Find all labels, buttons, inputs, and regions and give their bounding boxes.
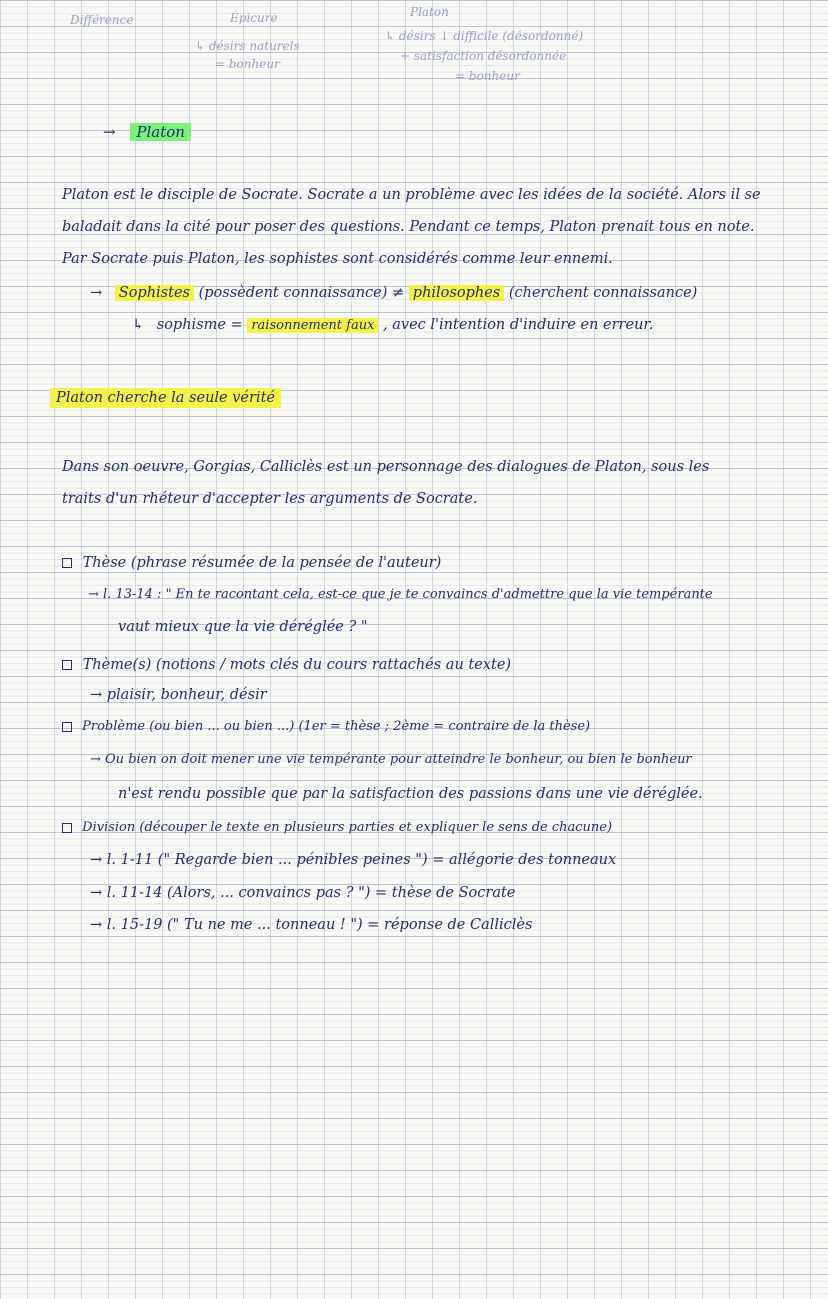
philosophes-desc: (cherchent connaissance)	[508, 285, 698, 301]
sub-arrow-icon: ↳	[132, 317, 145, 333]
probleme-line-2: n'est rendu possible que par la satisfaction des passions dans une vie déréglée.	[118, 786, 703, 802]
checkbox-icon	[62, 660, 72, 670]
section1-line-3: Par Socrate puis Platon, les sophistes sont considérés comme leur ennemi.	[62, 251, 613, 267]
these-quote-1: → l. 13-14 : " En te racontant cela, est-ce que je te convaincs d'admettre que la vie tempérante	[88, 587, 713, 602]
col-platon-line1: ↳ désirs ↓ difficile (désordonné)	[385, 29, 584, 43]
col-difference: Différence	[70, 13, 134, 27]
these-quote-2: vaut mieux que la vie déréglée ? "	[118, 619, 368, 635]
division-label: Division (découper le texte en plusieurs parties et expliquer le sens de chacune)	[82, 820, 613, 835]
division-item-2: → l. 11-14 (Alors, ... convaincs pas ? ") = thèse de Socrate	[90, 885, 516, 901]
themes-values: → plaisir, bonheur, désir	[90, 687, 267, 703]
col-platon-title: Platon	[410, 5, 449, 19]
sophisme-term: sophisme =	[156, 317, 243, 333]
section1-line-2: baladait dans la cité pour poser des questions. Pendant ce temps, Platon prenait tous en note.	[62, 219, 755, 235]
probleme-label-row	[62, 720, 590, 733]
checkbox-icon	[62, 558, 72, 568]
division-item-1: → l. 1-11 (" Regarde bien ... pénibles peines ") = allégorie des tonneaux	[90, 852, 617, 868]
sophisme-highlight: raisonnement faux	[247, 318, 378, 333]
col-epicure-title: Épicure	[230, 11, 278, 25]
sophisme-row	[132, 318, 653, 333]
division-item-3: → l. 15-19 (" Tu ne me ... tonneau ! ") = réponse de Calliclès	[90, 917, 533, 933]
col-epicure-line1: ↳ désirs naturels	[195, 39, 300, 53]
section2-line-1: Dans son oeuvre, Gorgias, Calliclès est un personnage des dialogues de Platon, sous les	[62, 459, 710, 475]
platon-heading-row	[103, 125, 191, 140]
these-label-row	[62, 556, 441, 571]
probleme-line-1: → Ou bien on doit mener une vie tempérante pour atteindre le bonheur, ou bien le bonheur	[90, 752, 692, 767]
philosophes-highlight: philosophes	[409, 285, 504, 301]
probleme-label: Problème (ou bien ... ou bien ...) (1er = thèse ; 2ème = contraire de la thèse)	[82, 719, 591, 734]
section2-heading: Platon cherche la seule vérité	[50, 388, 281, 408]
section1-line-1: Platon est le disciple de Socrate. Socrate a un problème avec les idées de la société. Alors il se	[62, 187, 761, 203]
sophistes-row	[90, 286, 697, 301]
not-equal-symbol: ≠	[392, 285, 405, 301]
sophistes-highlight: Sophistes	[115, 285, 194, 301]
section2-line-2: traits d'un rhéteur d'accepter les arguments de Socrate.	[62, 491, 478, 507]
col-epicure-line2: = bonheur	[215, 57, 280, 71]
sophistes-desc: (possèdent connaissance)	[198, 285, 388, 301]
arrow-icon: →	[103, 123, 116, 141]
col-platon-line2: + satisfaction désordonnée	[400, 49, 567, 63]
arrow-icon: →	[90, 285, 103, 301]
checkbox-icon	[62, 722, 72, 732]
these-label: Thèse (phrase résumée de la pensée de l'auteur)	[82, 555, 442, 571]
division-label-row	[62, 821, 612, 834]
themes-label-row	[62, 658, 511, 673]
themes-label: Thème(s) (notions / mots clés du cours rattachés au texte)	[82, 657, 512, 673]
checkbox-icon	[62, 823, 72, 833]
section2-heading-wrap	[50, 391, 281, 406]
col-platon-line3: = bonheur	[455, 69, 520, 83]
platon-heading: Platon	[130, 123, 191, 141]
sophisme-rest: , avec l'intention d'induire en erreur.	[383, 317, 654, 333]
